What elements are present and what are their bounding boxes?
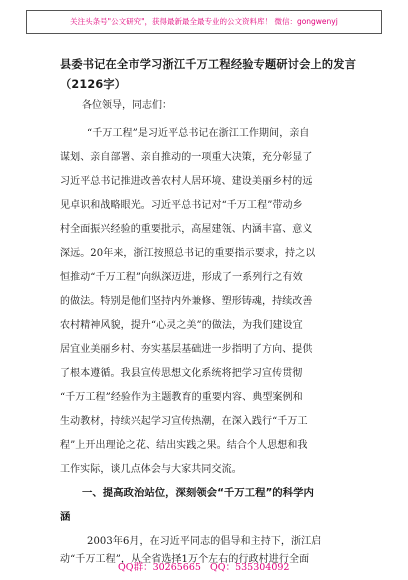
footer-qq: QQ：535304092 — [210, 562, 290, 573]
body-line: 居宜业美丽乡村、夯实基层基础进一步指明了方向、提供 — [60, 344, 313, 355]
body-line: “千万工程”是习近平总书记在浙江工作期间，亲自 — [87, 128, 310, 139]
promo-banner: 关注头条号"公文研究"，获得最新最全最专业的公文资料库！ 微信：gongwenyj — [26, 10, 382, 34]
body-line: 了根本遵循。我县宣传思想文化系统将把学习宣传贯彻 — [60, 368, 303, 379]
greeting: 各位领导，同志们： — [82, 100, 172, 111]
document-title: 县委书记在全市学习浙江千万工程经验专题研讨会上的发言（2126字） — [60, 58, 357, 91]
section-heading: 一、提高政治站位，深刻领会“千万工程”的科学内 — [82, 487, 314, 499]
body-line: 恒推动“千万工程”向纵深迈进，形成了一系列行之有效 — [60, 272, 303, 283]
body-line: 工作实际，谈几点体会与大家共同交流。 — [60, 464, 242, 475]
body-line: 村全面振兴经验的重要批示，高屋建瓴、内涵丰富、意义 — [60, 224, 313, 235]
body-line: 谋划、亲自部署、亲自推动的一项重大决策，充分彰显了 — [60, 152, 313, 163]
body-line: 农村精神风貌，提升“心灵之美”的做法，为我们建设宜 — [60, 320, 303, 331]
body-line: 动“千万工程”，从全省选择1万个左右的行政村进行全面 — [60, 554, 310, 565]
body-line: 程”上开出理论之花、结出实践之果。结合个人思想和我 — [60, 440, 308, 451]
footer-qq-group: QQ群：30265665 — [118, 562, 201, 573]
body-line: 生动教材，持续兴起学习宣传热潮，在深入践行“千万工 — [60, 416, 308, 427]
body-line: 习近平总书记推进改善农村人居环境、建设美丽乡村的远 — [60, 176, 313, 187]
body-line: “千万工程”经验作为主题教育的重要内容、典型案例和 — [60, 392, 303, 403]
body-line: 深远。20年来，浙江按照总书记的重要指示要求，持之以 — [60, 248, 316, 259]
section-heading: 涵 — [60, 511, 71, 523]
body-line: 见卓识和战略眼光。习近平总书记对“千万工程”带动乡 — [60, 200, 303, 211]
body-line: 2003年6月，在习近平同志的倡导和主持下，浙江启 — [87, 536, 322, 547]
body-line: 的做法。特别是他们坚持内外兼修、塑形铸魂，持续改善 — [60, 296, 313, 307]
